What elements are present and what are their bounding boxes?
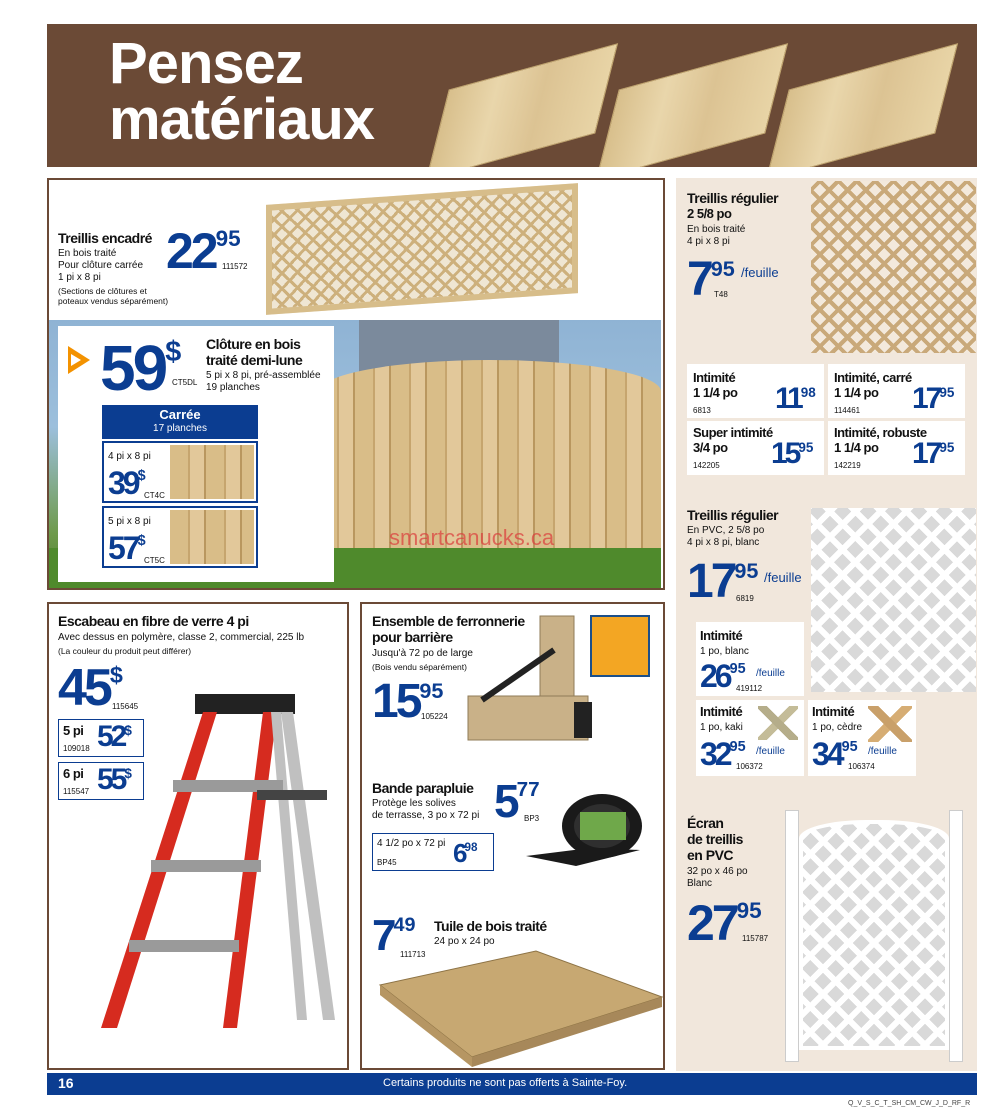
bande-title: Bande parapluie [372, 780, 474, 796]
treillis-encadre-cents: 95 [215, 226, 241, 251]
intimite-card-4-dollars: 17 [912, 437, 940, 470]
bande-line2: de terrasse, 3 po x 72 pi [372, 810, 480, 821]
intimite-card-1-title: Intimité [693, 370, 736, 385]
intimite-card-4-size: 1 1/4 po [834, 440, 879, 455]
footer-page-number: 16 [58, 1075, 74, 1091]
pvc-intimite-blanc-card [696, 622, 804, 696]
carree-option-5x8 [102, 506, 258, 568]
carree-title: Carrée [159, 407, 201, 422]
intimite-card-1-cents: 98 [800, 385, 816, 400]
intimite-card-1-price [775, 384, 816, 414]
escabeau-note: (La couleur du produit peut différer) [58, 646, 192, 656]
escabeau-option-5pi-sign: $ [124, 723, 132, 738]
carree-option-5x8-size: 5 pi x 8 pi [108, 516, 151, 527]
intimite-card-3-cents: 95 [798, 440, 814, 455]
carree-option-5x8-dollars: 57 [108, 530, 138, 566]
cloture-sku: CT5DL [172, 378, 198, 387]
treillis-encadre-dollars: 22 [166, 223, 216, 279]
pvc-lattice-image [811, 508, 976, 692]
intimite-card-2-title: Intimité, carré [834, 370, 912, 385]
pvc-kaki-sku: 106372 [736, 762, 763, 771]
cloture-price [100, 332, 182, 404]
ferronnerie-cents: 95 [419, 678, 444, 703]
escabeau-option-5pi-size: 5 pi [63, 723, 84, 738]
pvc-kaki-cents: 95 [729, 739, 746, 755]
pvc-cedre-cents: 95 [841, 739, 858, 755]
carree-option-5x8-sign: $ [137, 533, 146, 549]
pvc-screen-image [785, 810, 965, 1062]
treillis-pvc-title: Treillis régulier [687, 507, 779, 523]
escabeau-line1: Avec dessus en polymère, classe 2, commercial, 225 lb [58, 632, 305, 643]
pvc-cedre-line: 1 po, cèdre [812, 722, 863, 733]
tuile-sku: 111713 [400, 950, 426, 959]
pvc-kaki-title: Intimité [700, 704, 743, 719]
ecran-title2: de treillis [687, 831, 743, 847]
pvc-kaki-line: 1 po, kaki [700, 722, 743, 733]
kaki-swatch-image [758, 706, 798, 740]
escabeau-option-6pi-dollars: 55 [97, 763, 125, 796]
cloture-title1: Clôture en bois [206, 336, 301, 352]
escabeau-option-5pi-sku: 109018 [63, 744, 90, 753]
pvc-blanc-title: Intimité [700, 628, 743, 643]
tuile-dollars: 7 [372, 911, 394, 960]
cloture-dollars: 59 [100, 332, 166, 404]
treillis-encadre-line1: En bois traité [58, 248, 117, 259]
screen-post-right [949, 810, 963, 1062]
pvc-kaki-dollars: 32 [700, 736, 730, 772]
deck-tile-image [376, 945, 666, 1067]
bande-option-cents: 98 [464, 841, 478, 854]
square-fence-image-2 [170, 510, 254, 564]
intimite-card-1-size: 1 1/4 po [693, 385, 738, 400]
escabeau-option-5pi-dollars: 52 [97, 720, 125, 753]
treillis-encadre-line2: Pour clôture carrée [58, 260, 144, 271]
cloture-line2: 19 planches [206, 382, 260, 393]
escabeau-option-6pi-size: 6 pi [63, 766, 84, 781]
intimite-card-3-size: 3/4 po [693, 440, 728, 455]
carree-option-4x8-dollars: 39 [108, 465, 138, 501]
bande-option-sku: BP45 [377, 858, 397, 867]
treillis-encadre-title: Treillis encadré [58, 230, 152, 246]
treillis-bois-dollars: 7 [687, 253, 711, 306]
ecran-title1: Écran [687, 815, 724, 831]
pvc-blanc-cents: 95 [729, 661, 746, 677]
pvc-blanc-dollars: 26 [700, 658, 730, 694]
pvc-blanc-line: 1 po, blanc [700, 646, 749, 657]
bande-option-box [372, 833, 494, 871]
treillis-pvc-sku: 6819 [736, 594, 754, 603]
carree-option-4x8 [102, 441, 258, 503]
cloture-arrow-icon-inner [71, 354, 81, 366]
treillis-bois-sku: T48 [714, 290, 728, 299]
intimite-card-2-cents: 95 [939, 385, 955, 400]
wood-plank-image-1 [426, 43, 618, 167]
ecran-line1: 32 po x 46 po [687, 866, 748, 877]
framed-lattice-image [266, 183, 578, 315]
tuile-line1: 24 po x 24 po [434, 936, 495, 947]
intimite-card-2-size: 1 1/4 po [834, 385, 879, 400]
pvc-cedre-title: Intimité [812, 704, 855, 719]
pvc-blanc-sku: 419112 [736, 684, 763, 693]
pvc-cedre-sku: 106374 [848, 762, 875, 771]
treillis-encadre-note1: (Sections de clôtures et [58, 286, 147, 296]
watermark-text: smartcanucks.ca [389, 525, 555, 550]
treillis-bois-line2: 4 pi x 8 pi [687, 236, 730, 247]
ecran-line2: Blanc [687, 878, 713, 889]
tuile-cents: 49 [393, 914, 416, 936]
ferronnerie-note: (Bois vendu séparément) [372, 662, 467, 672]
treillis-bois-size: 2 5/8 po [687, 206, 732, 221]
intimite-card-3-title: Super intimité [693, 425, 773, 440]
treillis-encadre-sku: 111572 [222, 262, 248, 271]
bande-line1: Protège les solives [372, 798, 456, 809]
intimite-card-4-title: Intimité, robuste [834, 425, 927, 440]
escabeau-option-6pi-sku: 115547 [63, 787, 90, 796]
treillis-encadre-line3: 1 pi x 8 pi [58, 272, 101, 283]
tuile-title: Tuile de bois traité [434, 918, 547, 934]
treillis-pvc-unit: /feuille [764, 570, 802, 585]
bande-cents: 77 [516, 778, 540, 801]
escabeau-dollars: 45 [58, 659, 110, 717]
carree-option-4x8-sku: CT4C [144, 491, 165, 500]
treillis-bois-line1: En bois traité [687, 224, 746, 235]
intimite-card-3 [687, 421, 824, 475]
bande-option-dollars: 6 [453, 838, 465, 868]
bande-option-price [453, 840, 477, 866]
screen-lattice [799, 820, 949, 1050]
pvc-cedre-dollars: 34 [812, 736, 842, 772]
ecran-title3: en PVC [687, 847, 734, 863]
intimite-card-2-sku: 114461 [834, 406, 861, 415]
intimite-card-3-sku: 142205 [693, 461, 720, 470]
ferronnerie-line1: Jusqu'à 72 po de large [372, 648, 473, 659]
carree-option-4x8-size: 4 pi x 8 pi [108, 451, 151, 462]
ladder-image [85, 690, 345, 1035]
bande-sku: BP3 [524, 814, 540, 823]
carree-option-5x8-price [108, 532, 146, 564]
pvc-intimite-cedre-card [808, 700, 916, 776]
carree-header [102, 405, 258, 439]
carree-option-4x8-sign: $ [137, 468, 146, 484]
ferronnerie-sku: 105224 [421, 712, 448, 721]
cloture-title2: traité demi-lune [206, 352, 303, 368]
treillis-pvc-line2: 4 pi x 8 pi, blanc [687, 537, 760, 548]
screen-post-left [785, 810, 799, 1062]
escabeau-sku: 115645 [112, 702, 139, 711]
intimite-card-1 [687, 364, 824, 418]
bande-option-size: 4 1/2 po x 72 pi [377, 838, 446, 849]
intimite-card-2-price [912, 384, 954, 414]
gate-hardware-image [462, 612, 602, 747]
footer-code: Q_V_S_C_T_SH_CM_CW_J_D_RF_R [848, 1100, 971, 1107]
wood-plank-image-3 [766, 43, 958, 167]
square-fence-image-1 [170, 445, 254, 499]
escabeau-option-6pi-sign: $ [124, 766, 132, 781]
wood-lattice-image [811, 181, 976, 353]
intimite-card-3-dollars: 15 [771, 437, 799, 470]
ferronnerie-dollars: 15 [372, 675, 420, 728]
intimite-card-4-price [912, 439, 954, 469]
treillis-pvc-dollars: 17 [687, 555, 735, 608]
intimite-card-3-price [771, 439, 813, 469]
treillis-bois-cents: 95 [710, 256, 735, 281]
escabeau-title: Escabeau en fibre de verre 4 pi [58, 613, 249, 629]
pvc-cedre-unit: /feuille [868, 746, 897, 757]
cloture-line1: 5 pi x 8 pi, pré-assemblée [206, 370, 321, 381]
intimite-card-4 [828, 421, 965, 475]
carree-subtitle: 17 planches [153, 423, 207, 434]
treillis-encadre-note2: poteaux vendus séparément) [58, 296, 169, 306]
header-title-line2: matériaux [109, 87, 375, 152]
ecran-sku: 115787 [742, 934, 769, 943]
treillis-pvc-line1: En PVC, 2 5/8 po [687, 525, 765, 536]
wood-plank-image-2 [596, 43, 788, 167]
treillis-bois-unit: /feuille [741, 265, 779, 280]
treillis-pvc-cents: 95 [734, 558, 759, 583]
pvc-kaki-unit: /feuille [756, 746, 785, 757]
ecran-cents: 95 [736, 898, 762, 923]
intimite-card-4-sku: 142219 [834, 461, 861, 470]
intimite-card-2 [828, 364, 965, 418]
header-banner [47, 24, 977, 167]
cloture-dollar-sign: $ [165, 336, 182, 368]
carree-option-4x8-price [108, 467, 146, 499]
pvc-intimite-kaki-card [696, 700, 804, 776]
tape-roll-image [520, 790, 660, 880]
treillis-bois-title: Treillis régulier [687, 190, 779, 206]
cedre-swatch-image [868, 706, 912, 742]
ferronnerie-title1: Ensemble de ferronnerie [372, 613, 525, 629]
intimite-card-1-dollars: 11 [775, 382, 801, 415]
escabeau-sign: $ [109, 662, 123, 688]
carree-option-5x8-sku: CT5C [144, 556, 165, 565]
bande-dollars: 5 [494, 775, 517, 827]
footer-text: Certains produits ne sont pas offerts à Sainte-Foy. [383, 1077, 628, 1089]
header-title-line1: Pensez [109, 31, 303, 96]
ferronnerie-title2: pour barrière [372, 629, 453, 645]
pvc-blanc-unit: /feuille [756, 668, 785, 679]
intimite-card-1-sku: 6813 [693, 406, 711, 415]
ecran-dollars: 27 [687, 895, 737, 951]
intimite-card-2-dollars: 17 [912, 382, 940, 415]
intimite-card-4-cents: 95 [939, 440, 955, 455]
